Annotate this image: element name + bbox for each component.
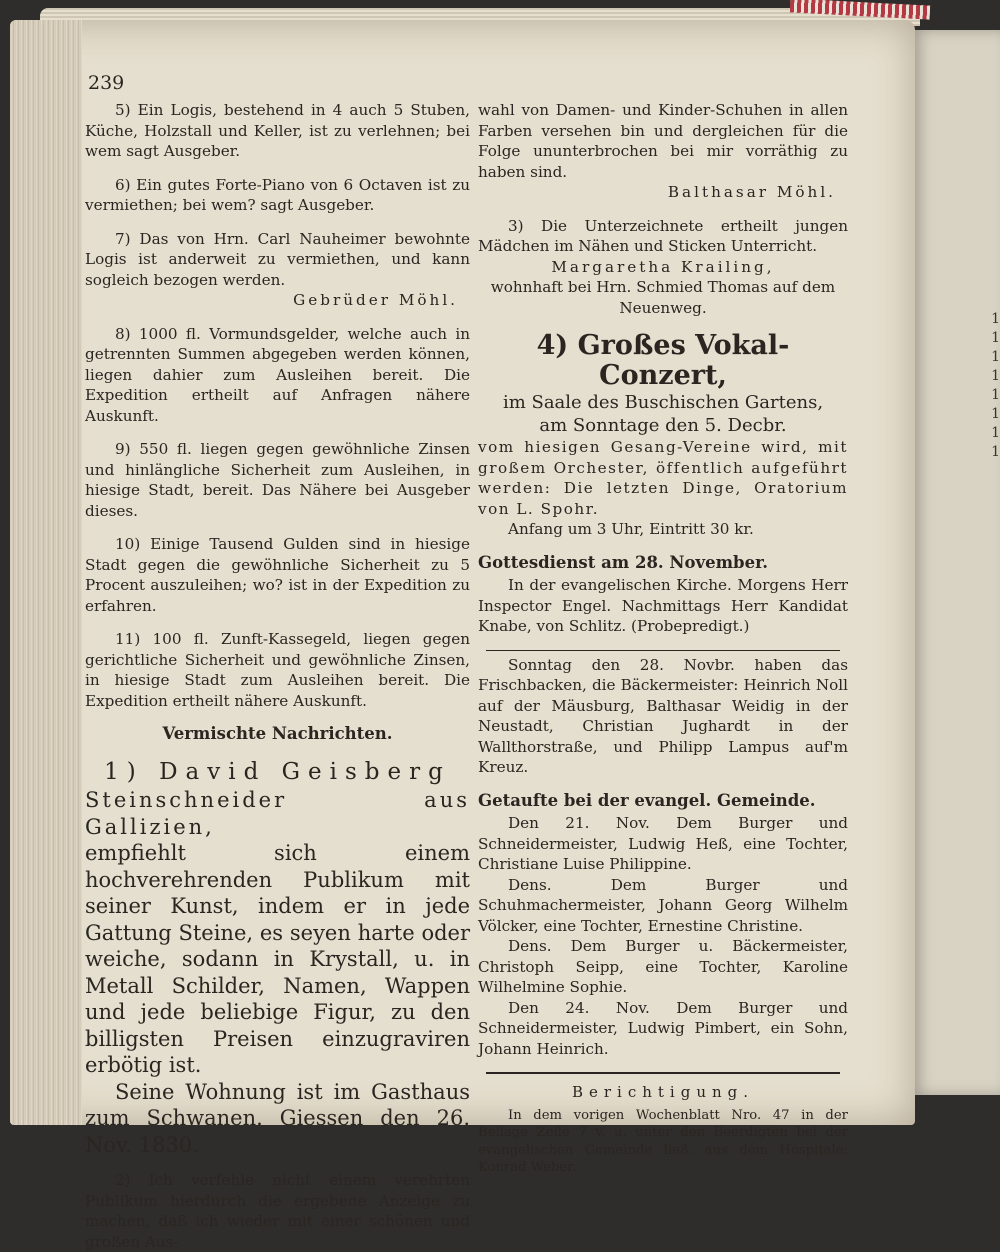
mark: 1 <box>991 425 1000 441</box>
church-service <box>478 553 848 637</box>
concert-body: vom hiesigen Gesang-Vereine wird, mit großem Orchester, öffentlich aufgeführt werden: Die letzten Dinge, Oratorium von L. Spohr. <box>478 438 848 518</box>
ad-loan-550: 9) 550 fl. liegen gegen gewöhnliche Zinsen und hinlängliche Sicherheit zum Ausleihen, in hiesige Stadt, bereit. Das Nähere bei Ausgeber dieses. <box>85 440 470 520</box>
correction-body: In dem vorigen Wochenblatt Nro. 47 in der Beilage Zeile 7 v. u. unter den Beerdigten bei der evangelischen Gemeinde ließ: aus dem Hospitale: Konrad Weber. <box>478 1107 848 1175</box>
baptism-entry: Dens. Dem Burger u. Bäckermeister, Christoph Seipp, eine Tochter, Karoline Wilhelmine Sophie. <box>478 937 848 996</box>
mark: 1 <box>991 311 1000 327</box>
divider <box>486 1072 840 1074</box>
misc-heading: Vermischte Nachrichten. <box>162 724 393 743</box>
ad-rooms-signature: Gebrüder Möhl. <box>293 291 458 309</box>
geisberg-name <box>85 757 470 787</box>
ad-shoes-text: wahl von Damen- und Kinder-Schuhen in allen Farben versehen bin und dergleichen für die Folge ununterbrochen bei mir vorräthig zu haben sind. <box>478 101 848 181</box>
ad-rooms <box>85 229 470 311</box>
concert-place: im Saale des Buschischen Gartens, <box>502 392 824 413</box>
ad-shoes-start: 2) Ich verfehle nicht einem verehrten Publikum hierdurch die ergebene Anzeige zu machen, daß ich wieder mit einer schönen und großen Aus- <box>85 1171 470 1251</box>
concert-time: Anfang um 3 Uhr, Eintritt 30 kr. <box>508 520 754 538</box>
ad-sewing <box>478 216 848 319</box>
geisberg-body: empfiehlt sich einem hochverehrenden Publikum mit seiner Kunst, indem er in jede Gattung Steine, es seyen harte oder weiche, sodann in Krystall, u. in Metall Schilder, Namen, Wappen und jede beliebige Figur, zu den billigsten Preisen einzugraviren erbötig ist. <box>85 841 470 1077</box>
mark: 1 <box>991 349 1000 365</box>
ad-guardian-money: 8) 1000 fl. Vormundsgelder, welche auch in getrennten Summen abgegeben werden können, liegen dahier zum Ausleihen bereit. Die Expedition ertheilt auf Anfragen nähere Auskunft. <box>85 324 470 425</box>
concert-date: am Sonntage den 5. Decbr. <box>539 415 787 436</box>
geisberg-name-text: David Geisberg <box>159 759 451 785</box>
ad-shoes-signature: Balthasar Möhl. <box>667 183 836 201</box>
concert-title: 4) Großes Vokal-Conzert, <box>536 330 790 391</box>
mark: 1 <box>991 387 1000 403</box>
right-column <box>478 100 848 1177</box>
geisberg-subtitle: Steinschneider aus Gallizien, <box>85 788 470 839</box>
adjacent-page-marks <box>982 310 1000 462</box>
mark: 1 <box>991 368 1000 384</box>
baptism-entry: Den 24. Nov. Dem Burger und Schneidermeister, Ludwig Pimbert, ein Sohn, Johann Heinrich. <box>478 998 848 1058</box>
ad-concert <box>478 331 848 540</box>
baptism-heading: Getaufte bei der evangel. Gemeinde. <box>478 790 816 810</box>
ad-sewing-address: wohnhaft bei Hrn. Schmied Thomas auf dem Neuenweg. <box>490 278 836 317</box>
baptisms <box>478 791 848 1060</box>
service-body: In der evangelischen Kirche. Morgens Herr Inspector Engel. Nachmittags Herr Kandidat Knabe, von Schlitz. (Probepredigt.) <box>478 576 848 635</box>
ad-sewing-signature: Margaretha Krailing, <box>551 257 775 276</box>
geisberg-address: Seine Wohnung ist im Gasthaus zum Schwanen. Giessen den 26. Nov. 1830. <box>85 1079 470 1157</box>
ad-lodging: 5) Ein Logis, bestehend in 4 auch 5 Stuben, Küche, Holzstall und Keller, ist zu verlehnen; bei wem sagt Ausgeber. <box>85 101 470 160</box>
ad-sewing-text: 3) Die Unterzeichnete ertheilt jungen Mädchen im Nähen und Sticken Unterricht. <box>478 216 848 255</box>
divider <box>486 650 840 651</box>
bakers-notice: Sonntag den 28. Novbr. haben das Frischbacken, die Bäckermeister: Heinrich Noll auf der Mäusburg, Balthasar Weidig in der Neustadt, Christian Jughardt in der Wallthorstraße, und Philipp Lampus auf'm Kreuz. <box>478 655 848 776</box>
mark: 1 <box>991 444 1000 460</box>
correction-title: Berichtigung. <box>571 1083 755 1101</box>
baptism-entry: Den 21. Nov. Dem Burger und Schneidermeister, Ludwig Heß, eine Tochter, Christiane Luise Philippine. <box>478 814 848 873</box>
ad-loan-thousands: 10) Einige Tausend Gulden sind in hiesige Stadt gegen die gewöhnliche Sicherheit zu 5 Procent auszuleihen; wo? ist in der Expedition zu erfahren. <box>85 535 470 615</box>
ad-guild-money: 11) 100 fl. Zunft-Kassegeld, liegen gegen gerichtliche Sicherheit und gewöhnliche Zinsen, in hiesige Stadt zum Ausleihen bereit. Die Expedition ertheilt nähere Auskunft. <box>85 630 470 710</box>
page-number: 239 <box>88 72 125 94</box>
baptism-entry: Dens. Dem Burger und Schuhmachermeister, Johann Georg Wilhelm Völcker, eine Tochter, Ernestine Christine. <box>478 875 848 935</box>
page-edges <box>10 20 82 1125</box>
ad-piano: 6) Ein gutes Forte-Piano von 6 Octaven ist zu vermiethen; bei wem? sagt Ausgeber. <box>85 175 470 214</box>
ad-rooms-text: 7) Das von Hrn. Carl Nauheimer bewohnte Logis ist anderweit zu vermiethen, und kann sogleich bezogen werden. <box>85 229 470 289</box>
left-column <box>85 100 470 1252</box>
ad-shoes-cont <box>478 100 848 203</box>
service-heading: Gottesdienst am 28. November. <box>478 552 769 572</box>
ad-geisberg <box>85 757 470 1158</box>
geisberg-number: 1) <box>104 759 144 785</box>
mark: 1 <box>991 406 1000 422</box>
mark: 1 <box>991 330 1000 346</box>
adjacent-page <box>912 30 1000 1095</box>
